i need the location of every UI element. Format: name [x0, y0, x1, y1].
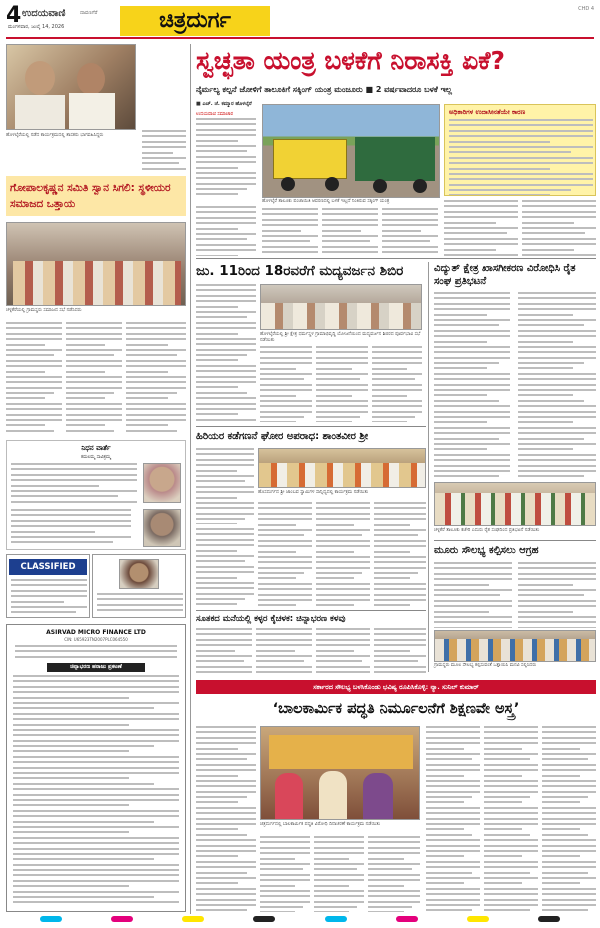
bottom-body-2	[260, 836, 310, 912]
story-two-body-2	[196, 528, 254, 608]
left-body-2	[66, 322, 122, 434]
lead-rule	[196, 258, 596, 259]
story-three-body-2	[518, 562, 596, 628]
left-headline: ಗೋಪಾಲಕೃಷ್ಣನ ಸಮಿತಿ ಸ್ವಾನ ಸಿಗಲಿ: ಸ್ಥಳೀಯರ ಸಮಾಜದ ಒತ್ತಾಯ	[10, 182, 171, 210]
left-body-1	[6, 322, 62, 434]
story-two-body-1	[196, 448, 254, 524]
date-line: ಮಂಗಳವಾರ, ಜುಲೈ 14, 2026	[8, 24, 65, 30]
bottom-photo	[260, 726, 420, 820]
story-three-rule	[434, 540, 596, 541]
bottom-body-7	[542, 726, 596, 912]
classified-photo-box	[92, 554, 186, 618]
bottom-body-6	[484, 726, 538, 912]
lead-body-6	[444, 200, 518, 256]
middle-photo	[260, 284, 422, 330]
lead-body-5	[382, 208, 438, 254]
left-mid-photo	[6, 222, 186, 306]
bottom-headline: ‘ಬಾಲಕಾರ್ಮಿಕ ಪದ್ಧತಿ ನಿರ್ಮೂಲನೆಗೆ ಶಿಕ್ಷಣವೇ ಅಸ್ತ್ರ’	[272, 701, 520, 717]
left-top-caption: ಹೊಳಲ್ಕೆರೆಯಲ್ಲಿ ನಡೆದ ಕಾರ್ಯಕ್ರಮದಲ್ಲಿ ಶಾಸಕರು ಭಾಗವಹಿಸಿದ್ದರು	[6, 133, 104, 138]
right-top-photo	[434, 482, 596, 526]
lead-body-1	[196, 118, 256, 196]
middle-body-2	[260, 346, 312, 422]
page-code: CHD 4	[578, 6, 594, 12]
lead-body-7	[522, 200, 596, 256]
story-four-rule	[196, 610, 426, 611]
lead-photo	[262, 104, 440, 198]
bottom-photo-caption: ಚಿತ್ರದುರ್ಗದಲ್ಲಿ ಬಾಲಕಾರ್ಮಿಕ ಪದ್ಧತಿ ವಿರೋಧಿ ದಿನಾಚರಣೆ ಕಾರ್ಯಕ್ರಮ ನಡೆಯಿತು	[260, 822, 381, 827]
bottom-body-5	[426, 726, 480, 912]
lead-sidebar-title: ಅಧಿಕಾರಿಗಳ ಉದಾಸೀನತೆಯೇ ಕಾರಣ	[449, 108, 526, 116]
district-title: ಚಿತ್ರದುರ್ಗ	[120, 6, 270, 36]
classified-label: CLASSIFIED	[9, 559, 87, 575]
right-top-body-2	[518, 292, 596, 478]
story-three-body-1	[434, 562, 512, 628]
column-divider	[190, 44, 191, 914]
right-top-caption: ಚಳ್ಳಕೆರೆ ತಾಲೂಕು ಕಚೇರಿ ಎದುರು ರೈತ ಸಂಘದಿಂದ ಪ್ರತಿಭಟನೆ ನಡೆಯಿತು	[434, 528, 540, 533]
story-three-caption: ಗ್ರಾಮಸ್ಥರು ಮೂಲ ಸೌಲಭ್ಯ ಕಲ್ಪಿಸುವಂತೆ ಒತ್ತಾಯಿಸಿ ಮನವಿ ಸಲ್ಲಿಸಿದರು	[434, 663, 537, 668]
auction-title: ಚಿನ್ನಾಭರಣ ಹರಾಜು ಪ್ರಕಟಣೆ	[47, 663, 145, 672]
story-four-headline: ಸೂತಕದ ಮನೆಯಲ್ಲಿ ಕಳ್ಳರ ಕೈಚಳಕ: ಚಿನ್ನಾಭರಣ ಕಳವು	[196, 614, 346, 624]
middle-headline: ಜು. 11ರಿಂದ 18ರವರೆಗೆ ಮದ್ಯವರ್ಜನ ಶಿಬಿರ	[196, 263, 404, 279]
lead-dateline: ಉದಯವಾಣಿ ಸಮಾಚಾರ	[196, 112, 234, 117]
story-two-headline: ಹಿರಿಯರ ಕಡೆಗಣನೆ ಘೋರ ಅಪರಾಧ: ಶಾಂತವೀರ ಶ್ರೀ	[196, 431, 369, 442]
lead-body-3	[262, 208, 318, 254]
bottom-body-4	[368, 836, 420, 912]
right-top-body-1	[434, 292, 510, 478]
obit-photo	[143, 463, 181, 503]
bottom-body-1	[196, 726, 256, 912]
left-body-3	[126, 322, 186, 434]
story-two-rule	[196, 426, 426, 427]
auction-cin: CIN: U65923TN2007PLC064550	[64, 637, 128, 642]
lead-photo-caption: ಹೊಳಲ್ಕೆರೆ ತಾಲೂಕು ಪಂಚಾಯಿತಿ ಆವರಣದಲ್ಲಿ ಬಳಕೆ ಇಲ್ಲದೆ ನಿಂತಿರುವ ಸಕ್ಕಿಂಗ್ ಯಂತ್ರ	[262, 199, 390, 204]
lead-body-4	[322, 208, 378, 254]
middle-body-4	[372, 346, 422, 422]
right-divider	[428, 262, 429, 672]
story-four-body-1	[196, 628, 252, 674]
classified-box	[6, 554, 90, 618]
registration-marks	[40, 916, 560, 924]
left-top-photo	[6, 44, 136, 130]
bottom-kicker: ಸರ್ಕಾರದ ಸೌಲಭ್ಯ ಬಳಸಿಕೊಂಡು ಭವಿಷ್ಯ ರೂಪಿಸಿಕೊಳ್ಳಿ: ನ್ಯಾ. ಸುನಿಲ್ ಕುಮಾರ್	[313, 683, 479, 691]
story-two-photo	[258, 448, 426, 488]
middle-body-1	[196, 284, 256, 422]
lead-body-2	[196, 206, 256, 256]
paper-name: ಉದಯವಾಣಿ	[22, 8, 66, 19]
story-four-body-4	[374, 628, 426, 674]
story-three-photo	[434, 630, 596, 662]
obit-name: ಕಮಲಮ್ಮ ಸಾವಿತ್ರಮ್ಮ	[81, 455, 111, 460]
masthead	[6, 3, 594, 36]
obit-box	[6, 440, 186, 550]
story-three-headline: ಮೂರು ಸೌಲಭ್ಯ ಕಲ್ಪಿಸಲು ಆಗ್ರಹ	[434, 545, 539, 556]
middle-photo-caption: ಹೊಳಲ್ಕೆರೆಯಲ್ಲಿ ಶ್ರೀ ಕ್ಷೇತ್ರ ಧರ್ಮಸ್ಥಳ ಗ್ರಾಮಾಭಿವೃದ್ಧಿ ಯೋಜನೆಯಿಂದ ಮದ್ಯವರ್ಜನ ಶಿಬಿರದ ಪೂರ್ವಭಾವಿ ಸಭೆ ನಡೆಯಿತು	[260, 332, 421, 343]
story-two-caption: ಹೊಸದುರ್ಗದ ಶ್ರೀ ಜಾಂಬವ ಸ್ವಾಮಿಗಳ ಸಾನ್ನಿಧ್ಯದಲ್ಲಿ ಕಾರ್ಯಕ್ರಮ ನಡೆಯಿತು	[258, 490, 369, 495]
bottom-body-3	[314, 836, 364, 912]
lead-byline: ■ ಎಚ್. ಜೆ. ಕಮ್ಮಾರ ಹೊಳಲ್ಕೆರೆ	[196, 101, 252, 107]
lead-subheadline: ನೈರ್ಮಲ್ಯ ಕಲ್ಪನೆ ಜೋಳಿಗೆ ತಾಲೂಕಿಗೆ ಸಕ್ಕಿಂಗ್ ಯಂತ್ರ ಮಂಜೂರು ■ 2 ವರ್ಷವಾದರೂ ಬಳಕೆ ಇಲ್ಲ	[196, 85, 452, 94]
obit-title: ನಿಧನ ವಾರ್ತೆ	[81, 444, 111, 452]
masthead-rule	[6, 37, 594, 39]
auction-company: ASIRVAD MICRO FINANCE LTD	[46, 629, 146, 636]
lead-sidebar-box	[444, 104, 596, 196]
middle-body-3	[316, 346, 368, 422]
story-two-body-3	[258, 502, 312, 606]
obit-photo-2	[143, 509, 181, 547]
lead-headline: ಸ್ವಚ್ಛತಾ ಯಂತ್ರ ಬಳಕೆಗೆ ನಿರಾಸಕ್ತಿ ಏಕೆ?	[196, 46, 505, 75]
story-two-body-4	[316, 502, 370, 606]
story-two-body-5	[374, 502, 426, 606]
auction-notice	[6, 624, 186, 912]
story-four-body-3	[316, 628, 370, 674]
edition-label: ದಾವಣಗೆರೆ	[80, 10, 98, 16]
right-top-headline: ವಿದ್ಯುತ್ ಕ್ಷೇತ್ರ ಖಾಸಗೀಕರಣ ವಿರೋಧಿಸಿ ರೈತ ಸಂಘ ಪ್ರತಿಭಟನೆ	[434, 263, 576, 287]
left-mid-caption: ಚಳ್ಳಕೆರೆಯಲ್ಲಿ ಗ್ರಾಮಸ್ಥರು ಸಮಾಜದ ಸಭೆ ನಡೆಸಿದರು	[6, 308, 82, 313]
story-four-body-2	[256, 628, 312, 674]
left-top-body	[142, 130, 186, 170]
page-number: 4	[6, 3, 22, 28]
classified-photo	[119, 559, 159, 589]
